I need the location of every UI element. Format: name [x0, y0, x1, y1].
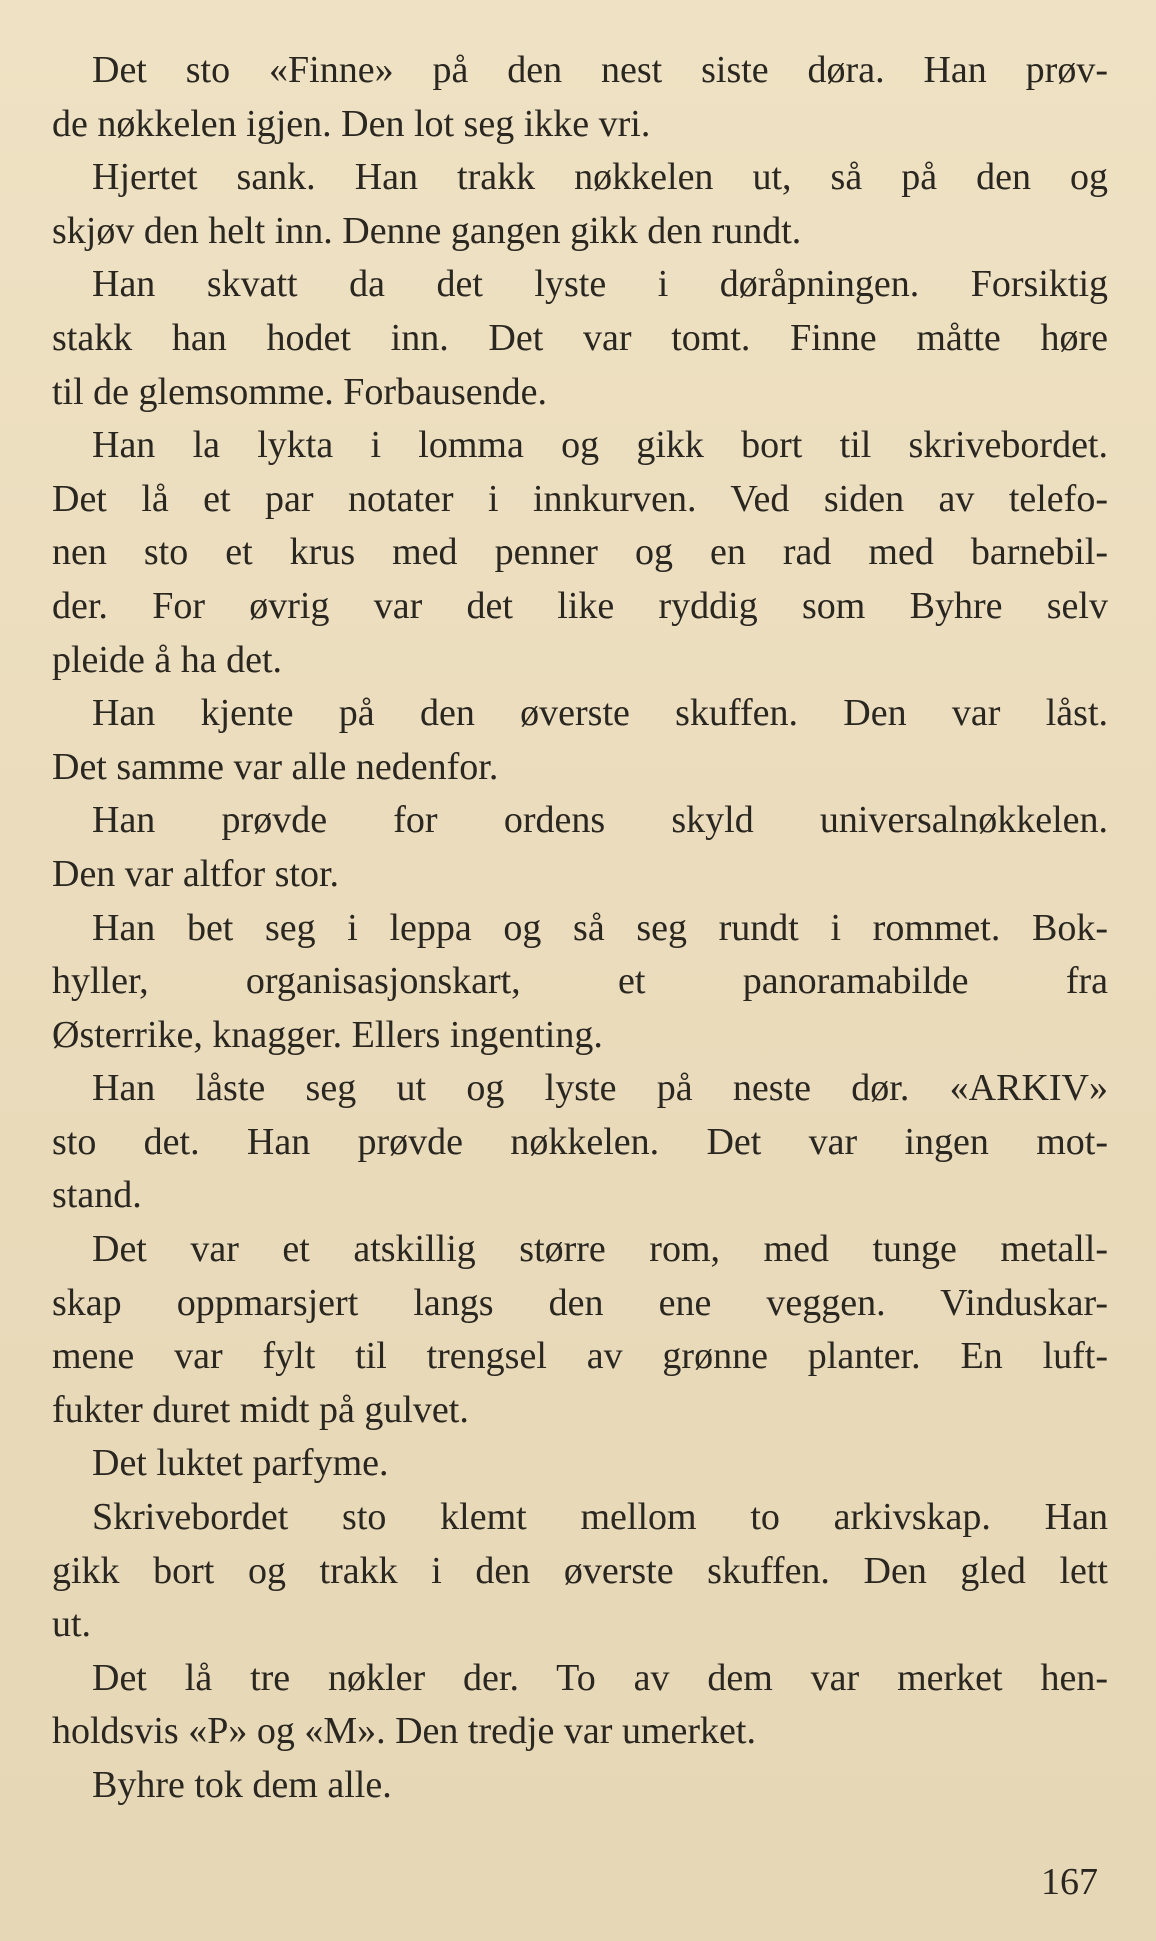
text-line: mene var fylt til trengsel av grønne planter. En luft- [52, 1335, 1108, 1378]
text-line: til de glemsomme. Forbausende. [52, 370, 547, 413]
text-line: hyller, organisasjonskart, et panoramabilde fra [52, 960, 1108, 1003]
text-line: Han prøvde for ordens skyld universalnøkkelen. [92, 799, 1108, 842]
text-line: gikk bort og trakk i den øverste skuffen. Den gled lett [52, 1549, 1108, 1592]
text-line: Han kjente på den øverste skuffen. Den var låst. [92, 692, 1108, 735]
text-line: Skrivebordet sto klemt mellom to arkivskap. Han [92, 1496, 1108, 1539]
text-line: Den var altfor stor. [52, 852, 340, 895]
text-line: Det var et atskillig større rom, med tunge metall- [92, 1228, 1108, 1271]
text-line: Det lå tre nøkler der. To av dem var merket hen- [92, 1656, 1108, 1699]
text-line: Østerrike, knagger. Ellers ingenting. [52, 1013, 603, 1056]
text-line: skjøv den helt inn. Denne gangen gikk den rundt. [52, 209, 802, 252]
text-line: Det luktet parfyme. [92, 1442, 389, 1485]
text-line: stakk han hodet inn. Det var tomt. Finne måtte høre [52, 316, 1108, 359]
text-line: nen sto et krus med penner og en rad med barnebil- [52, 531, 1108, 574]
text-line: fukter duret midt på gulvet. [52, 1388, 469, 1431]
text-line: pleide å ha det. [52, 638, 283, 681]
text-line: Det lå et par notater i innkurven. Ved siden av telefo- [52, 477, 1108, 520]
text-line: Det samme var alle nedenfor. [52, 745, 499, 788]
text-line: der. For øvrig var det like ryddig som Byhre selv [52, 584, 1108, 627]
body-text [52, 44, 1108, 1813]
text-line: Det sto «Finne» på den nest siste døra. Han prøv- [92, 49, 1108, 91]
text-line: Byhre tok dem alle. [92, 1764, 392, 1806]
text-line: Hjertet sank. Han trakk nøkkelen ut, så på den og [92, 156, 1108, 199]
text-line: de nøkkelen igjen. Den lot seg ikke vri. [52, 102, 651, 145]
page-number: 167 [1041, 1861, 1098, 1903]
text-line: sto det. Han prøvde nøkkelen. Det var ingen mot- [52, 1120, 1108, 1163]
text-line: ut. [52, 1603, 92, 1646]
text-line: holdsvis «P» og «M». Den tredje var umerket. [52, 1710, 756, 1753]
text-line: skap oppmarsjert langs den ene veggen. Vinduskar- [52, 1281, 1108, 1324]
text-line: Han låste seg ut og lyste på neste dør. «ARKIV» [92, 1067, 1108, 1110]
text-line: Han skvatt da det lyste i døråpningen. Forsiktig [92, 263, 1108, 306]
text-line: stand. [52, 1174, 142, 1217]
text-line: Han la lykta i lomma og gikk bort til skrivebordet. [92, 424, 1108, 467]
text-line: Han bet seg i leppa og så seg rundt i rommet. Bok- [92, 906, 1108, 949]
